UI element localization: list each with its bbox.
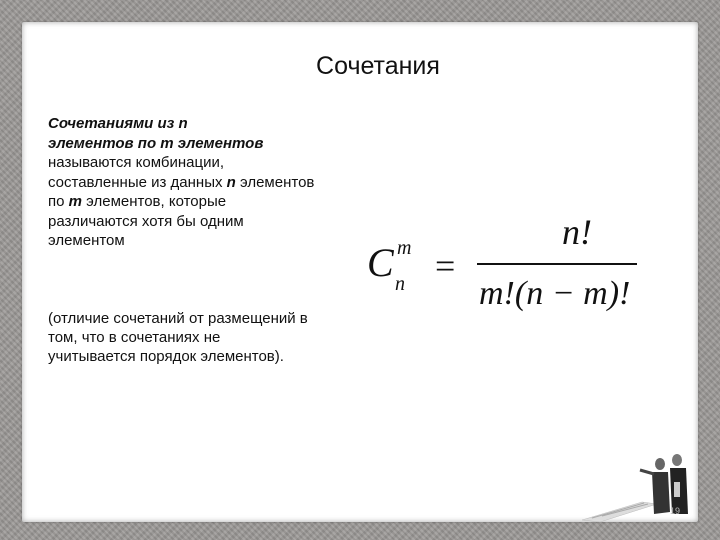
formula-lhs-sup: m [397, 237, 412, 259]
slide [22, 22, 698, 522]
formula-lhs-base: C [367, 240, 394, 285]
decorative-figures-image [582, 442, 702, 522]
formula-denominator: m!(n − m)! [479, 275, 631, 312]
definition-text [48, 114, 318, 251]
definition-m: m [68, 193, 82, 210]
definition-rest-a: называются комбинации, составленные из данных [48, 154, 227, 191]
note-text: (отличие сочетаний от размещений в том, что в сочетаниях не учитывается порядок элементов). [48, 310, 308, 365]
formula-numerator: n! [562, 212, 592, 252]
slide-title: Сочетания [316, 52, 440, 80]
definition-term-line2: элементов по m элементов [48, 134, 264, 152]
page-number: 19 [669, 506, 680, 516]
definition-rest-c: элементов, которые различаются хотя бы одним элементом [48, 193, 244, 249]
formula-lhs-sub: n [395, 273, 405, 295]
formula-equals: = [435, 246, 456, 286]
definition-n: n [226, 173, 236, 191]
combination-formula [367, 202, 647, 312]
definition-term-line1: Сочетаниями из n [48, 115, 188, 132]
definition-rest-b: элементов по [48, 173, 315, 210]
